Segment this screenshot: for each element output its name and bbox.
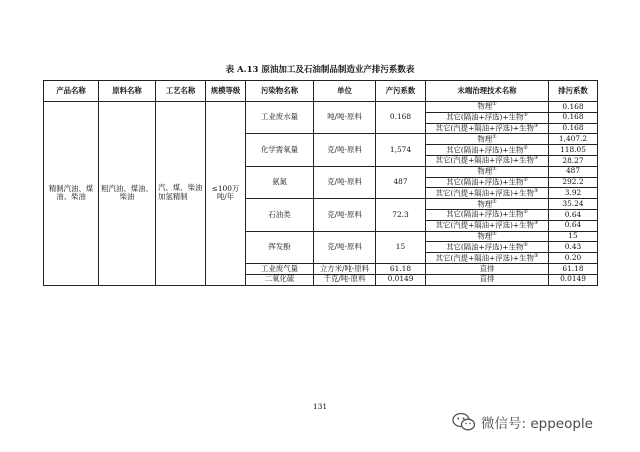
footnote-marker: ① — [492, 198, 497, 205]
cell-discharge-coef: 0.0149 — [549, 274, 598, 285]
cell-treatment-text: 其它(汽提+隔油+浮选)+生物 — [435, 253, 534, 263]
footnote-marker: ③ — [533, 123, 539, 129]
cell-treatment-text: 其它(隔油+浮选)+生物 — [446, 145, 524, 155]
cell-treatment-text: 物理 — [477, 166, 493, 176]
cell-discharge-coef: 0.168 — [549, 123, 598, 134]
cell-unit: 克/吨-原料 — [314, 199, 376, 231]
cell-treatment — [426, 242, 549, 253]
cell-discharge-coef: 15 — [549, 231, 598, 242]
cell-unit: 吨/吨-原料 — [314, 102, 376, 134]
cell-pollutant-name: 化学需氧量 — [246, 134, 314, 166]
header-generation: 产污系数 — [376, 81, 426, 102]
cell-process — [156, 102, 206, 286]
cell-generation-coef: 0.168 — [376, 102, 426, 134]
wechat-icon — [452, 412, 476, 432]
cell-unit: 立方米/吨-原料 — [314, 263, 376, 274]
cell-treatment — [426, 274, 549, 285]
emission-coefficient-table — [43, 80, 598, 286]
cell-unit: 千克/吨-原料 — [314, 274, 376, 285]
cell-discharge-coef: 3.92 — [549, 188, 598, 199]
footnote-marker: ① — [492, 166, 497, 173]
cell-scale: ≤100万吨/年 — [206, 102, 246, 286]
cell-treatment-text: 其它(汽提+隔油+浮选)+生物 — [435, 155, 534, 165]
watermark — [452, 412, 593, 432]
cell-treatment-text: 物理 — [477, 134, 493, 144]
cell-treatment-text: 直排 — [479, 274, 495, 284]
footnote-marker: ② — [523, 112, 528, 119]
footnote-marker: ② — [523, 241, 528, 248]
cell-treatment-text: 其它(汽提+隔油+浮选)+生物 — [435, 123, 534, 133]
cell-generation-coef: 15 — [376, 231, 426, 263]
footnote-marker: ③ — [533, 252, 539, 259]
cell-generation-coef: 0.0149 — [376, 274, 426, 285]
cell-treatment — [426, 199, 549, 210]
cell-generation-coef: 61.18 — [376, 263, 426, 274]
cell-pollutant-name: 工业废水量 — [246, 102, 314, 134]
footnote-marker: ① — [492, 133, 497, 140]
cell-pollutant-name: 二氧化硫 — [246, 274, 314, 285]
cell-discharge-coef: 61.18 — [549, 263, 598, 274]
cell-generation-coef: 1,574 — [376, 134, 426, 166]
cell-treatment — [426, 177, 549, 188]
cell-treatment-text: 其它(隔油+浮选)+生物 — [446, 112, 524, 122]
cell-discharge-coef: 118.05 — [549, 145, 598, 156]
cell-treatment — [426, 253, 549, 264]
page-number: 131 — [312, 402, 328, 411]
header-product: 产品名称 — [44, 81, 99, 102]
cell-discharge-coef: 487 — [549, 166, 598, 177]
header-discharge: 排污系数 — [549, 81, 598, 102]
cell-unit: 克/吨-原料 — [314, 134, 376, 166]
cell-treatment — [426, 123, 549, 134]
cell-pollutant-name: 工业废气量 — [246, 263, 314, 274]
cell-treatment — [426, 188, 549, 199]
footnote-marker: ③ — [533, 187, 539, 194]
cell-discharge-coef: 0.168 — [549, 112, 598, 123]
cell-treatment — [426, 112, 549, 123]
cell-treatment-text: 物理 — [477, 101, 493, 111]
cell-treatment — [426, 102, 549, 113]
footnote-marker: ② — [523, 176, 528, 183]
cell-discharge-coef: 0.64 — [549, 209, 598, 220]
cell-pollutant-name: 石油类 — [246, 199, 314, 231]
cell-discharge-coef: 28.27 — [549, 155, 598, 166]
cell-discharge-coef: 1,407.2 — [549, 134, 598, 145]
cell-treatment-text: 其它(汽提+隔油+浮选)+生物 — [435, 220, 534, 230]
footnote-marker: ② — [523, 144, 528, 151]
cell-treatment-text: 其它(隔油+浮选)+生物 — [446, 242, 524, 252]
cell-discharge-coef: 0.168 — [549, 102, 598, 113]
cell-discharge-coef: 0.64 — [549, 220, 598, 231]
cell-unit: 克/吨-原料 — [314, 231, 376, 263]
table-caption: 表 A.13 原油加工及石油制品制造业产排污系数表 — [225, 65, 415, 75]
header-treatment: 末端治理技术名称 — [426, 81, 549, 102]
cell-treatment — [426, 209, 549, 220]
cell-discharge-coef: 292.2 — [549, 177, 598, 188]
footnote-marker: ② — [523, 209, 528, 216]
cell-treatment — [426, 155, 549, 166]
cell-pollutant-name: 氨氮 — [246, 166, 314, 198]
footnote-marker: ③ — [533, 220, 539, 227]
cell-generation-coef: 72.3 — [376, 199, 426, 231]
header-material: 原料名称 — [99, 81, 156, 102]
header-unit: 单位 — [314, 81, 376, 102]
footnote-marker: ① — [492, 230, 497, 237]
header-scale: 规模等级 — [206, 81, 246, 102]
cell-treatment — [426, 166, 549, 177]
header-process: 工艺名称 — [156, 81, 206, 102]
watermark-text: 微信号: eppeople — [481, 416, 593, 432]
cell-treatment — [426, 263, 549, 274]
footnote-marker: ① — [492, 101, 497, 108]
cell-treatment-text: 其它(隔油+浮选)+生物 — [446, 177, 524, 187]
cell-pollutant-name: 挥发酚 — [246, 231, 314, 263]
cell-treatment-text: 物理 — [477, 199, 493, 209]
cell-product: 精制汽油、煤油、柴油 — [44, 102, 99, 286]
cell-process-text: 汽、煤、柴油加氢精制 — [158, 183, 203, 202]
cell-discharge-coef: 0.20 — [549, 253, 598, 264]
cell-generation-coef: 487 — [376, 166, 426, 198]
cell-treatment — [426, 231, 549, 242]
cell-unit: 克/吨-原料 — [314, 166, 376, 198]
cell-treatment-text: 其它(隔油+浮选)+生物 — [446, 209, 524, 219]
cell-treatment-text: 其它(汽提+隔油+浮选)+生物 — [435, 188, 534, 198]
table-row — [44, 102, 598, 113]
cell-treatment-text: 直排 — [479, 263, 495, 273]
cell-discharge-coef: 35.24 — [549, 199, 598, 210]
footnote-marker: ③ — [533, 155, 539, 162]
cell-treatment — [426, 145, 549, 156]
cell-treatment — [426, 220, 549, 231]
table-header-row — [44, 81, 598, 102]
cell-treatment — [426, 134, 549, 145]
cell-discharge-coef: 0.43 — [549, 242, 598, 253]
header-pollutant: 污染物名称 — [246, 81, 314, 102]
cell-material: 粗汽油、煤油、柴油 — [99, 102, 156, 286]
cell-treatment-text: 物理 — [477, 231, 493, 241]
